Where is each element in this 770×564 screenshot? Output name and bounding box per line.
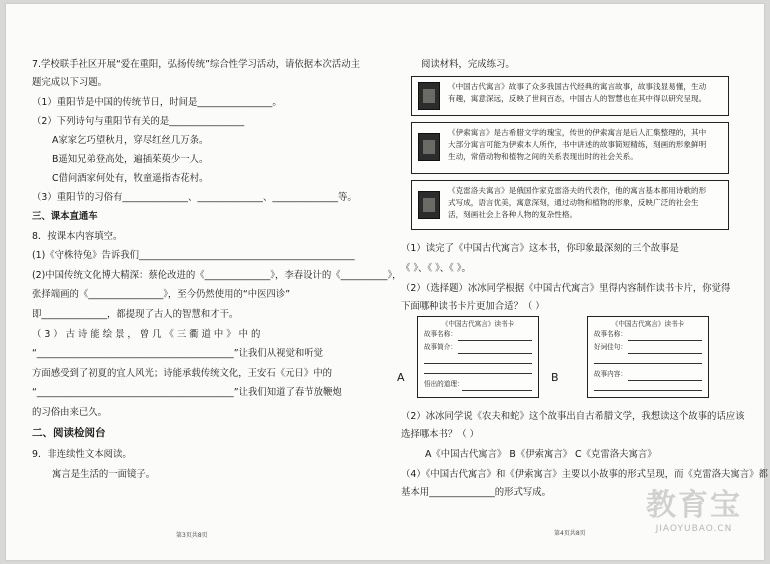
q1: （1）读完了《中国古代寓言》这本书，你印象最深刻的三个故事是 — [401, 243, 679, 254]
watermark-logo-text: 教育宝 — [646, 488, 742, 523]
card-a-rule — [458, 353, 532, 354]
q9: 9．非连续性文本阅读。 — [32, 449, 132, 460]
book-cover-3 — [418, 191, 440, 219]
book-card-1-text: 《中国古代寓言》故事了众多我国古代经典的寓言故事，故事浅显易懂，生动有趣，寓意深远，反映了世间百态，中国古人的智慧也在其中得以研究呈现。 — [448, 82, 707, 103]
q7-intro-line-2: 题完成以下习题。 — [32, 77, 108, 88]
card-a-rule — [458, 340, 532, 341]
q8-3-line-3: 方面感受到了初夏的宜人风光；诗能承载传统文化，王安石《元日》中的 — [32, 368, 333, 379]
book-card-3-text: 《克雷洛夫寓言》是俄国作家克雷洛夫的代表作，他的寓言基本都用诗歌的形式写成，语言优美，寓意深刻，通过动物和植物的形象，反映广泛的社会生活，刻画社会上各种人物的复杂性格。 — [448, 186, 707, 219]
book-card-3 — [411, 180, 729, 230]
card-a-rule — [424, 373, 532, 374]
card-b-rule — [628, 380, 702, 381]
card-b-title: 《中国古代寓言》读书卡 — [611, 320, 685, 328]
reading-card-b — [587, 316, 709, 398]
q2-line-2: 下面哪种读书卡片更加合适？（ ） — [401, 301, 545, 312]
card-b-rule — [594, 363, 702, 364]
left-page-footer: 第3页共8页 — [176, 532, 208, 539]
q7-intro-line-1: 7.学校联手社区开展“爱在重阳，弘扬传统”综合性学习活动，请依据本次活动主 — [32, 59, 361, 70]
q3-line-2: 选择哪本书？（ ） — [401, 429, 479, 440]
q9-quote: 寓言是生活的一面镜子。 — [52, 469, 156, 480]
card-b-letter: B — [551, 371, 559, 384]
q3-options: A《中国古代寓言》 B《伊索寓言》 C《克雷洛夫寓言》 — [425, 449, 657, 460]
card-b-rule — [628, 353, 702, 354]
q1-blanks: 《 》、《 》、《 》。 — [401, 263, 471, 274]
q8-3-line-5: 的习俗由来已久。 — [32, 407, 108, 418]
q7-2-option-a: A家家乞巧望秋月，穿尽红丝几万条。 — [52, 135, 209, 146]
card-a-row-3: 悟出的道理： — [424, 380, 464, 388]
site-watermark — [646, 480, 742, 534]
card-a-row-1: 故事名称： — [424, 330, 457, 338]
q8-1: (1)《守株待兔》告诉我们______________________________________________ — [32, 250, 355, 261]
q8-2-line-3: 即______________，都提现了古人的智慧和才干。 — [32, 309, 239, 320]
card-a-row-2: 故事简介： — [424, 343, 457, 351]
q8-3-line-4: “__________________________________________”让我们知道了春节放鞭炮 — [32, 387, 342, 398]
q7-2-option-b: B遥知兄弟登高处，遍插茱萸少一人。 — [52, 154, 209, 165]
q7-1: （1）重阳节是中国的传统节日，时间是________________。 — [32, 97, 282, 108]
q7-2-option-c: C借问酒家何处有，牧童遥指杏花村。 — [52, 173, 209, 184]
book-card-2-text: 《伊索寓言》是古希腊文学的瑰宝，传世的伊索寓言是后人汇集整理的，其中大部分寓言可能为伊索本人所作，书中讲述的故事简短精练，刻画的形象鲜明生动，常借动物和植物之间的关系表现出时的社会关系。 — [448, 128, 707, 161]
book-card-1 — [411, 76, 729, 116]
q8-3-line-1: （ 3 ） 古 诗 能 绘 景 ， 曾 几 《 三 衢 道 中 》 中 的 — [32, 329, 261, 340]
material-intro: 阅读材料，完成练习。 — [421, 59, 515, 70]
right-page-footer: 第4页共8页 — [554, 530, 586, 537]
section-2-heading: 二、阅读检阅台 — [32, 427, 106, 439]
section-3-heading: 三、课本直通车 — [32, 211, 98, 222]
q8-3-line-2: “__________________________________________”让我们从视觉和听觉 — [32, 348, 323, 359]
q8: 8．按课本内容填空。 — [32, 231, 123, 242]
card-b-rule — [594, 390, 702, 391]
q7-2: （2）下列诗句与重阳节有关的是________________ — [32, 116, 245, 127]
q4-line-2: 基本用______________的形式写成。 — [401, 487, 552, 498]
card-b-row-2: 好词佳句： — [594, 343, 627, 351]
card-a-rule — [462, 390, 532, 391]
q4-line-1: （4）《中国古代寓言》和《伊索寓言》主要以小故事的形式呈现，而《克雷洛夫寓言》都 — [401, 469, 768, 480]
card-b-rule — [628, 340, 702, 341]
card-a-rule — [424, 363, 532, 364]
book-cover-1 — [418, 82, 440, 110]
watermark-url: JIAOYUBAO.CN — [655, 524, 733, 534]
reading-card-a — [417, 316, 539, 398]
card-b-row-3: 故事内容： — [594, 370, 627, 378]
q2-line-1: （2）（选择题）冰冰同学根据《中国古代寓言》里得内容制作读书卡片，你觉得 — [401, 283, 731, 294]
card-b-row-1: 故事名称： — [594, 330, 627, 338]
book-cover-2 — [418, 133, 440, 161]
q8-2-line-2: 张择端画的《________________》，至今仍然使用的“中医四诊” — [32, 289, 291, 300]
card-a-title: 《中国古代寓言》读书卡 — [441, 320, 515, 328]
q3-line-1: （2）冰冰同学说《农夫和蛇》这个故事出自古希腊文学，我想读这个故事的话应该 — [401, 411, 745, 422]
book-card-2 — [411, 122, 729, 174]
q8-2-line-1: (2)中国传统文化博大精深：蔡伦改进的《______________》，李春设计的《__________》， — [32, 270, 402, 281]
card-a-letter: A — [397, 371, 405, 384]
q7-3: （3）重阳节的习俗有______________、______________、______________等。 — [32, 192, 357, 203]
exam-sheet — [6, 4, 768, 560]
